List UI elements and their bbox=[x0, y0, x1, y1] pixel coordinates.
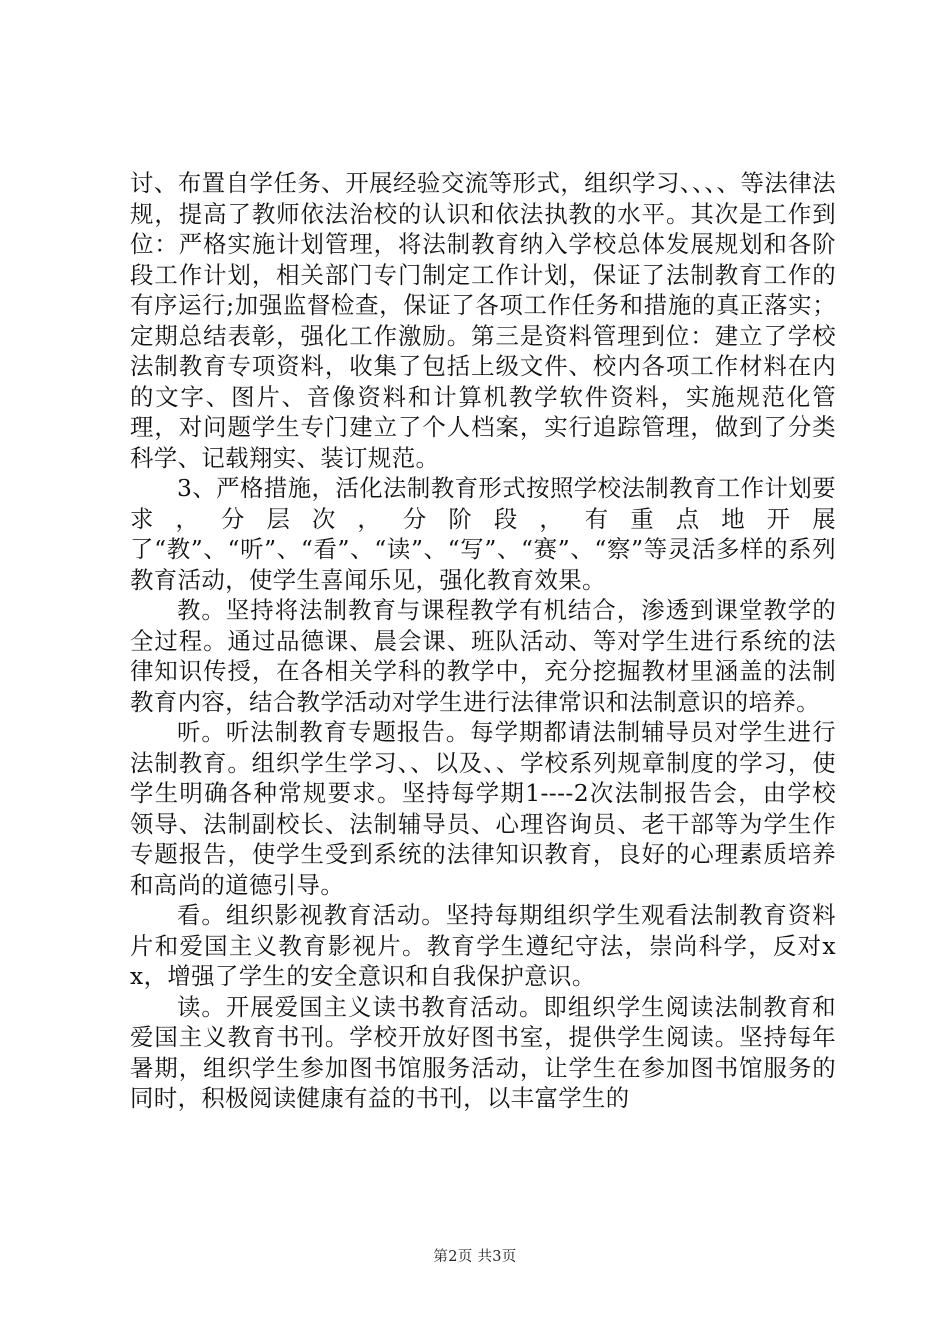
paragraph-strict-measures: 3、严格措施，活化法制教育形式按照学校法制教育工作计划要求，分层次，分阶段，有重点地开展了“教”、“听”、“看”、“读”、“写”、“赛”、“察”等灵活多样的系列教育活动，使学生喜闻乐见，强化教育效果。 bbox=[130, 474, 836, 594]
paragraph-watch: 看。组织影视教育活动。坚持每期组织学生观看法制教育资料片和爱国主义教育影视片。教育学生遵纪守法，崇尚科学，反对xx，增强了学生的安全意识和自我保护意识。 bbox=[130, 901, 836, 990]
paragraph-listen: 听。听法制教育专题报告。每学期都请法制辅导员对学生进行法制教育。组织学生学习、、以及、、学校系列规章制度的学习，使学生明确各种常规要求。坚持每学期1----2次法制报告会，由学校领导、法制副校长、法制辅导员、心理咨询员、老干部等为学生作专题报告，使学生受到系统的法律知识教育，良好的心理素质培养和高尚的道德引导。 bbox=[130, 718, 836, 899]
paragraph-work-in-place: 讨、布置自学任务、开展经验交流等形式，组织学习、、、、等法律法规，提高了教师依法治校的认识和依法执教的水平。其次是工作到位：严格实施计划管理，将法制教育纳入学校总体发展规划和各阶段工作计划，相关部门专门制定工作计划，保证了法制教育工作的有序运行;加强监督检查，保证了各项工作任务和措施的真正落实；定期总结表彰，强化工作激励。第三是资料管理到位：建立了学校法制教育专项资料，收集了包括上级文件、校内各项工作材料在内的文字、图片、音像资料和计算机教学软件资料，实施规范化管理，对问题学生专门建立了个人档案，实行追踪管理，做到了分类科学、记载翔实、装订规范。 bbox=[130, 169, 836, 472]
page-number-footer: 第2页 共3页 bbox=[433, 1249, 517, 1265]
document-body bbox=[130, 168, 836, 1114]
paragraph-read: 读。开展爱国主义读书教育活动。即组织学生阅读法制教育和爱国主义教育书刊。学校开放好图书室，提供学生阅读。坚持每年暑期，组织学生参加图书馆服务活动，让学生在参加图书馆服务的同时，积极阅读健康有益的书刊，以丰富学生的 bbox=[130, 992, 836, 1112]
paragraph-teach: 教。坚持将法制教育与课程教学有机结合，渗透到课堂教学的全过程。通过品德课、晨会课、班队活动、等对学生进行系统的法律知识传授，在各相关学科的教学中，充分挖掘教材里涵盖的法制教育内容，结合教学活动对学生进行法律常识和法制意识的培养。 bbox=[130, 596, 836, 716]
